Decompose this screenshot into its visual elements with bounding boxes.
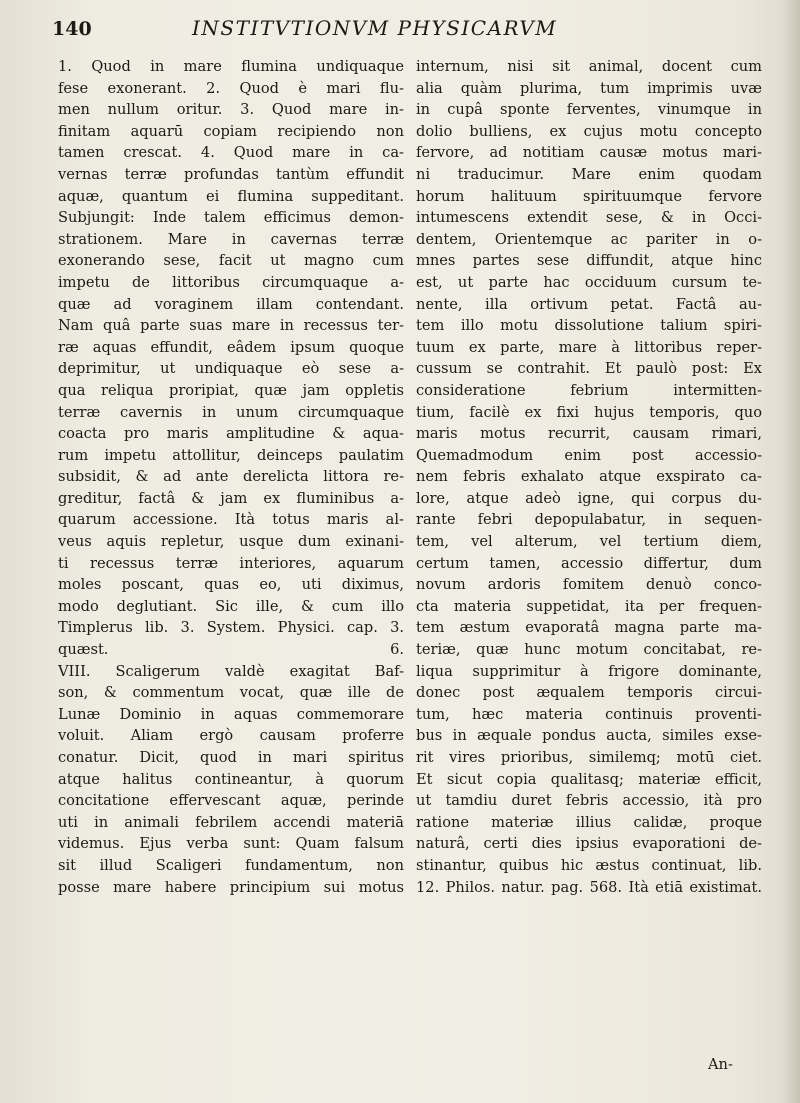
text-line: tem æstum evaporatâ magna parte ma- bbox=[416, 619, 762, 637]
text-line: VIII. Scaligerum valdè exagitat Baf- bbox=[58, 662, 404, 680]
text-line: ratione materiæ illius calidæ, proque bbox=[416, 813, 762, 831]
text-line: greditur, factâ & jam ex fluminibus a- bbox=[58, 489, 404, 507]
text-line: strationem. Mare in cavernas terræ bbox=[58, 230, 404, 248]
text-line: vernas terræ profundas tantùm effundit bbox=[58, 165, 404, 183]
text-line: coacta pro maris amplitudine & aqua- bbox=[58, 425, 404, 443]
text-line: est, ut parte hac occiduum cursum te- bbox=[416, 273, 762, 291]
text-line: cussum se contrahit. Et paulò post: Ex bbox=[416, 360, 762, 378]
text-line: consideratione febrium intermitten- bbox=[416, 381, 762, 399]
text-line: tamen crescat. 4. Quod mare in ca- bbox=[58, 144, 404, 162]
text-line: subsidit, & ad ante derelicta littora re- bbox=[58, 468, 404, 486]
text-line: ut tamdiu duret febris accessio, ità pro bbox=[416, 792, 762, 810]
text-line: dolio bulliens, ex cujus motu concepto bbox=[416, 122, 762, 140]
text-line: maris motus recurrit, causam rimari, bbox=[416, 425, 762, 443]
text-line: tuum ex parte, mare à littoribus reper- bbox=[416, 338, 762, 356]
text-line: exonerando sese, facit ut magno cum bbox=[58, 252, 404, 270]
text-line: naturâ, certi dies ipsius evaporationi de- bbox=[416, 835, 762, 853]
text-line: 12. Philos. natur. pag. 568. Ità etiā existimat. bbox=[416, 878, 762, 896]
text-line: rante febri depopulabatur, in sequen- bbox=[416, 511, 762, 529]
text-line: posse mare habere principium sui motus bbox=[58, 878, 404, 896]
text-line: Nam quâ parte suas mare in recessus ter- bbox=[58, 317, 404, 335]
text-line: Timplerus lib. 3. System. Physici. cap. 3. bbox=[58, 619, 404, 637]
left-text-column bbox=[58, 56, 404, 898]
text-line: fese exonerant. 2. Quod è mari flu- bbox=[58, 79, 404, 97]
text-line: terræ cavernis in unum circumquaque bbox=[58, 403, 404, 421]
text-line: uti in animali febrilem accendi materiā bbox=[58, 813, 404, 831]
text-line: in cupâ sponte ferventes, vinumque in bbox=[416, 101, 762, 119]
text-line: nente, illa ortivum petat. Factâ au- bbox=[416, 295, 762, 313]
text-line: son, & commentum vocat, quæ ille de bbox=[58, 684, 404, 702]
page-number: 140 bbox=[52, 18, 92, 40]
text-line: bus in æquale pondus aucta, similes exse- bbox=[416, 727, 762, 745]
text-line: concitatione effervescant aquæ, perinde bbox=[58, 792, 404, 810]
text-line: qua reliqua proripiat, quæ jam oppletis bbox=[58, 381, 404, 399]
text-line: Lunæ Dominio in aquas commemorare bbox=[58, 705, 404, 723]
text-line: videmus. Ejus verba sunt: Quam falsum bbox=[58, 835, 404, 853]
text-line: atque halitus contineantur, à quorum bbox=[58, 770, 404, 788]
catchword: An- bbox=[708, 1056, 733, 1073]
text-line: ni traducimur. Mare enim quodam bbox=[416, 165, 762, 183]
page-edge-shadow bbox=[782, 0, 800, 1103]
text-line: modo deglutiant. Sic ille, & cum illo bbox=[58, 597, 404, 615]
text-line: sit illud Scaligeri fundamentum, non bbox=[58, 856, 404, 874]
text-line: ræ aquas effundit, eâdem ipsum quoque bbox=[58, 338, 404, 356]
page-header bbox=[52, 16, 762, 48]
text-line: conatur. Dicit, quod in mari spiritus bbox=[58, 749, 404, 766]
text-line: Subjungit: Inde talem efficimus demon- bbox=[58, 209, 404, 227]
text-line: intumescens extendit sese, & in Occi- bbox=[416, 209, 762, 227]
text-line: lore, atque adeò igne, qui corpus du- bbox=[416, 489, 762, 507]
text-line: voluit. Aliam ergò causam proferre bbox=[58, 727, 404, 745]
text-line: 1. Quod in mare flumina undiquaque bbox=[58, 58, 404, 75]
text-line: tem, vel alterum, vel tertium diem, bbox=[416, 533, 762, 551]
text-line: fervore, ad notitiam causæ motus mari- bbox=[416, 144, 762, 162]
text-line: stinantur, quibus hic æstus continuat, lib. bbox=[416, 856, 762, 874]
text-line: tem illo motu dissolutione talium spiri- bbox=[416, 317, 762, 335]
running-title: INSTITVTIONVM PHYSICARVM bbox=[192, 16, 558, 40]
text-line: tum, hæc materia continuis proventi- bbox=[416, 705, 762, 723]
text-line: quæst. 6. bbox=[58, 641, 404, 659]
text-line: aquæ, quantum ei flumina suppeditant. bbox=[58, 187, 404, 205]
text-line: men nullum oritur. 3. Quod mare in- bbox=[58, 101, 404, 119]
text-line: impetu de littoribus circumquaque a- bbox=[58, 273, 404, 291]
text-line: ti recessus terræ interiores, aquarum bbox=[58, 554, 404, 572]
text-line: quæ ad voraginem illam contendant. bbox=[58, 295, 404, 313]
text-line: horum halituum spirituumque fervore bbox=[416, 187, 762, 205]
text-line: deprimitur, ut undiquaque eò sese a- bbox=[58, 360, 404, 378]
text-line: novum ardoris fomitem denuò conco- bbox=[416, 576, 762, 594]
text-line: Quemadmodum enim post accessio- bbox=[416, 446, 762, 464]
text-line: Et sicut copia qualitasq; materiæ efficit, bbox=[416, 770, 762, 788]
right-text-column bbox=[416, 56, 762, 898]
text-line: quarum accessione. Ità totus maris al- bbox=[58, 511, 404, 529]
text-line: rit vires prioribus, similemq; motū ciet. bbox=[416, 749, 762, 766]
text-line: certum tamen, accessio differtur, dum bbox=[416, 554, 762, 572]
text-line: dentem, Orientemque ac pariter in o- bbox=[416, 230, 762, 248]
text-line: cta materia suppetidat, ita per frequen- bbox=[416, 597, 762, 615]
text-line: nem febris exhalato atque exspirato ca- bbox=[416, 468, 762, 486]
text-line: internum, nisi sit animal, docent cum bbox=[416, 58, 762, 75]
text-line: tium, facilè ex fixi hujus temporis, quo bbox=[416, 403, 762, 421]
text-line: rum impetu attollitur, deinceps paulatim bbox=[58, 446, 404, 464]
text-line: donec post æqualem temporis circui- bbox=[416, 684, 762, 702]
text-line: moles poscant, quas eo, uti diximus, bbox=[58, 576, 404, 594]
text-line: liqua supprimitur à frigore dominante, bbox=[416, 662, 762, 680]
text-line: finitam aquarū copiam recipiendo non bbox=[58, 122, 404, 140]
text-line: mnes partes sese diffundit, atque hinc bbox=[416, 252, 762, 270]
text-line: veus aquis repletur, usque dum exinani- bbox=[58, 533, 404, 551]
text-line: alia quàm plurima, tum imprimis uvæ bbox=[416, 79, 762, 97]
text-line: teriæ, quæ hunc motum concitabat, re- bbox=[416, 641, 762, 659]
